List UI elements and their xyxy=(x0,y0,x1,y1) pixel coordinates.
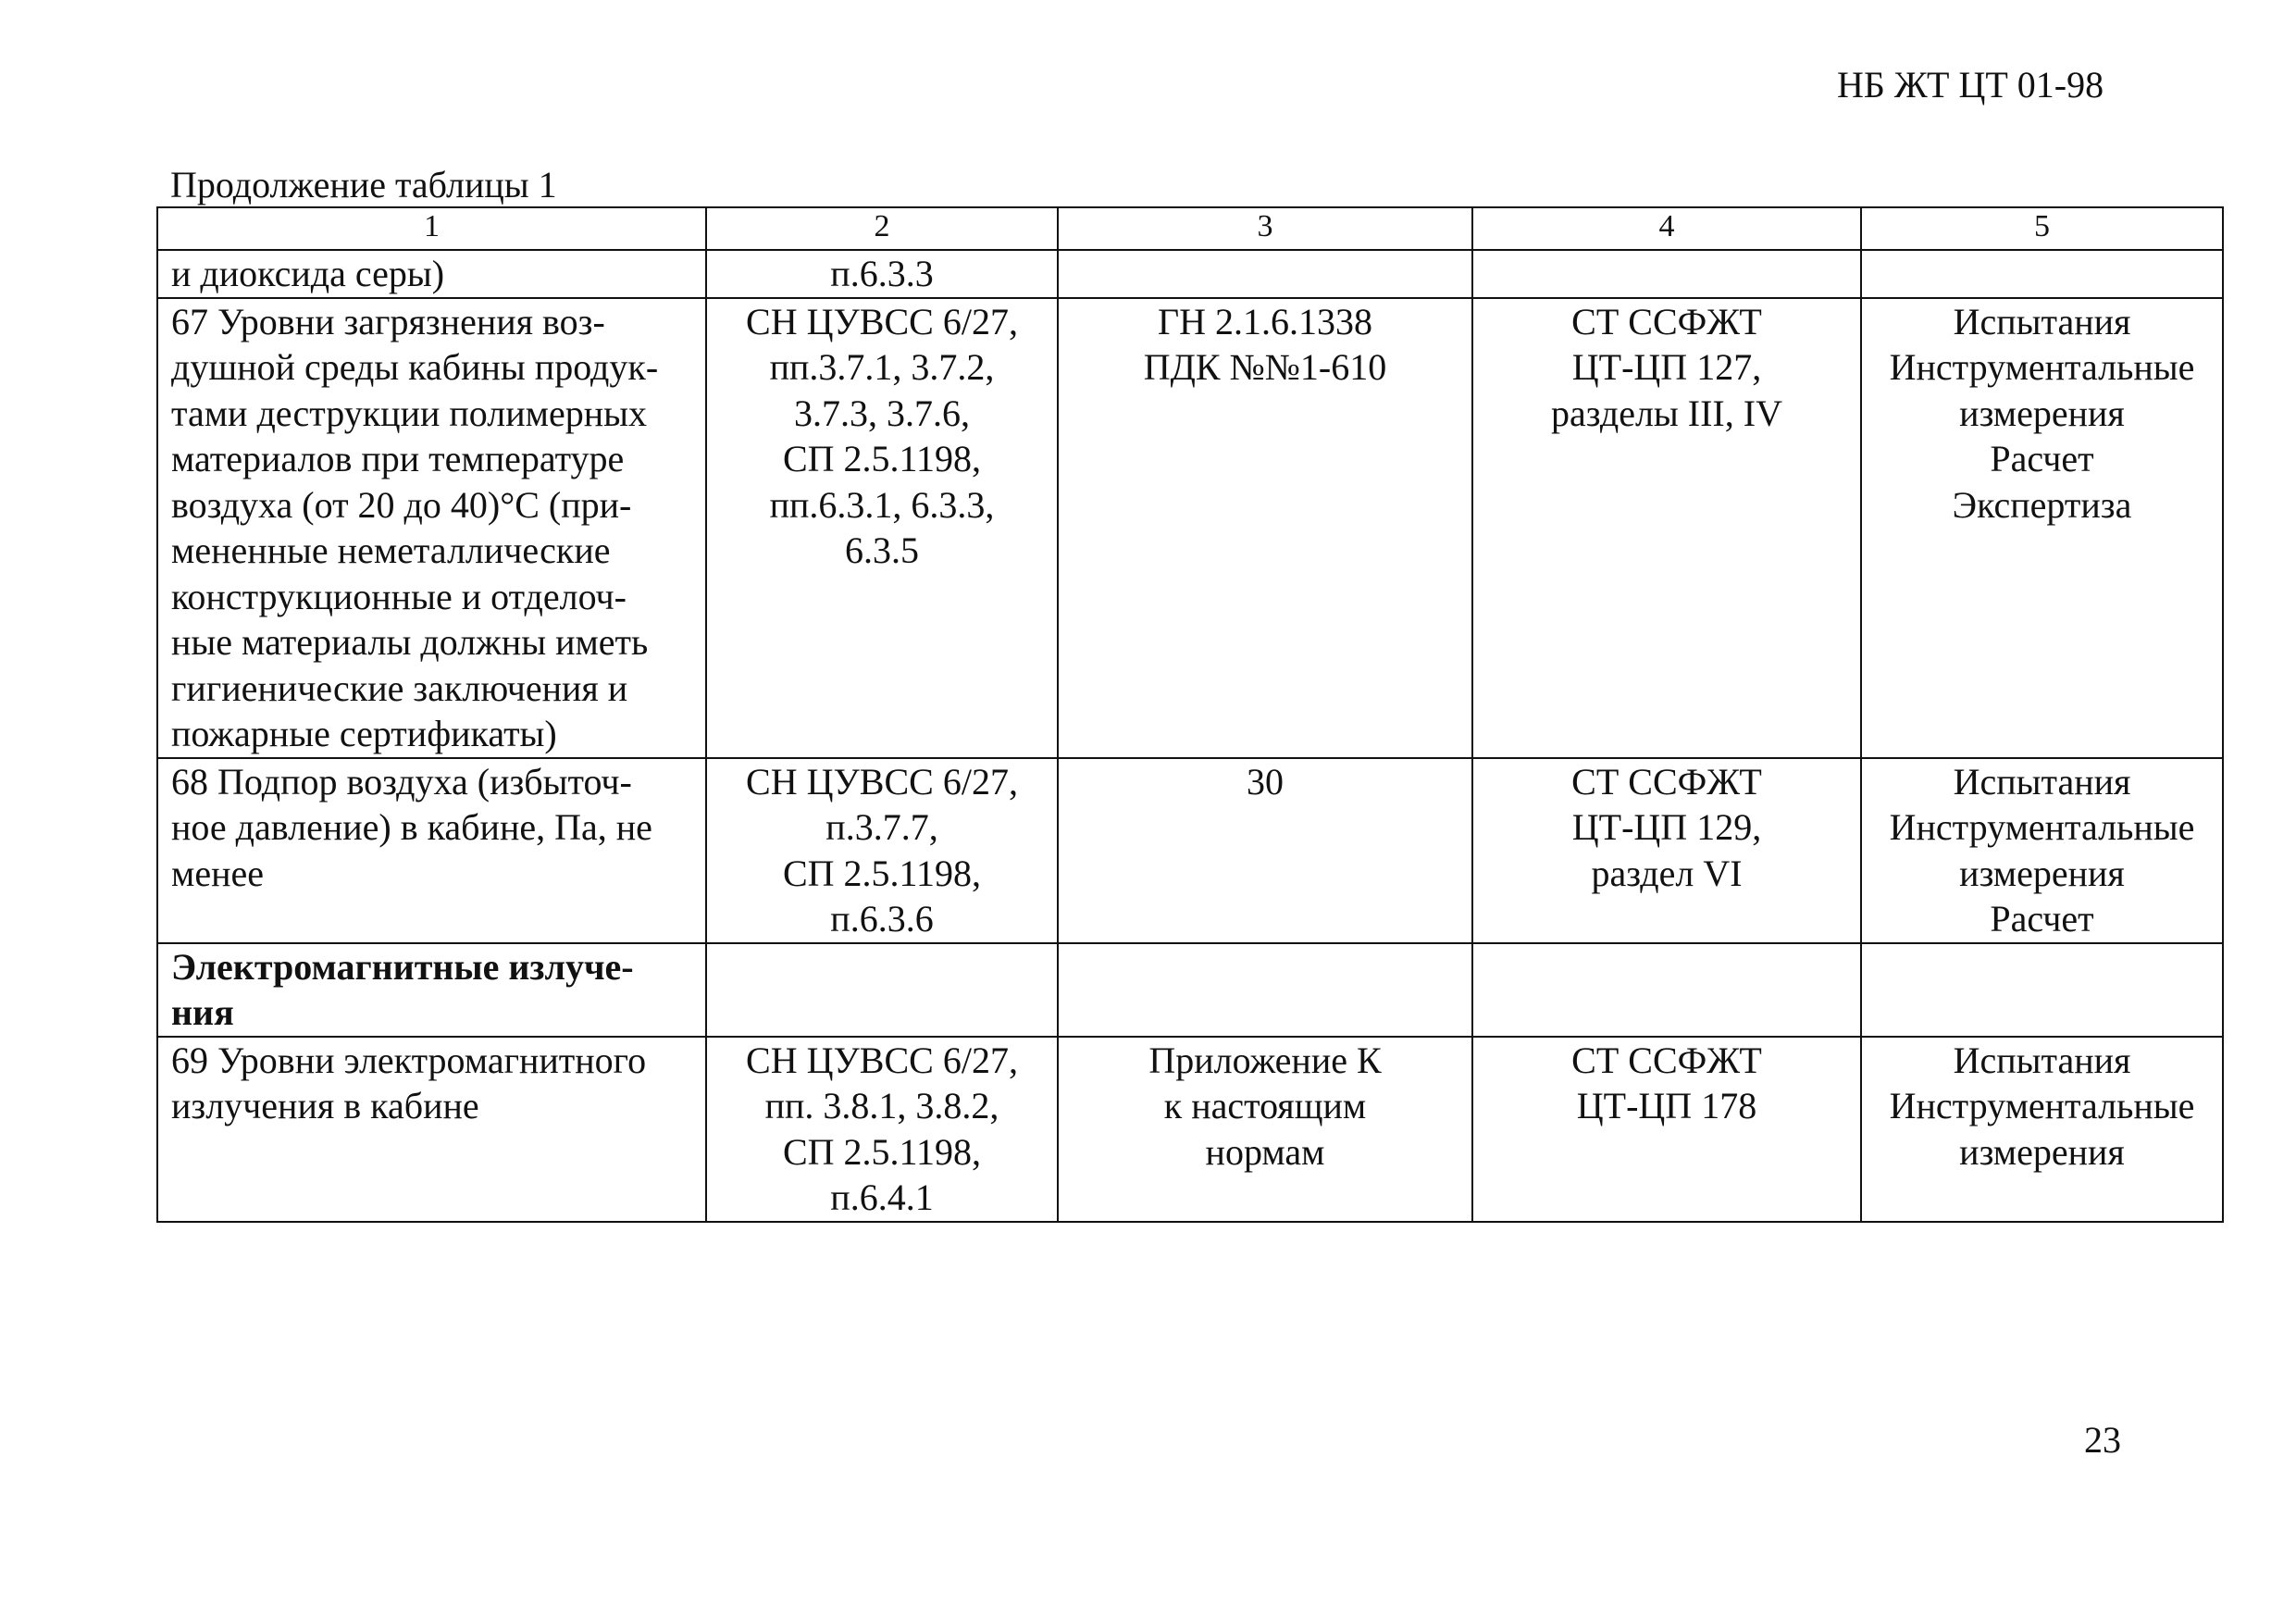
requirements-table xyxy=(156,206,2224,1223)
method-document-cell: СТ ССФЖТ ЦТ-ЦП 178 xyxy=(1472,1037,1861,1222)
page-number: 23 xyxy=(2084,1419,2121,1461)
empty-cell xyxy=(1058,943,1472,1037)
parameter-cell: и диоксида серы) xyxy=(157,250,706,298)
empty-cell xyxy=(1472,943,1861,1037)
table-row xyxy=(157,758,2223,943)
verification-method-cell xyxy=(1861,250,2223,298)
section-row xyxy=(157,943,2223,1037)
norm-value-cell: ГН 2.1.6.1338 ПДК №№1-610 xyxy=(1058,298,1472,758)
method-document-cell: СТ ССФЖТ ЦТ-ЦП 127, разделы III, IV xyxy=(1472,298,1861,758)
parameter-cell: 67 Уровни загрязнения воз- душной среды кабины продук- тами деструкции полимерных материалов при температуре воздуха (от 20 до 40)°С (при- мененные неметаллические конструкционные и отделоч- ные материалы должны иметь гигиенические заключения и пожарные сертификаты) xyxy=(157,298,706,758)
verification-method-cell: Испытания Инструментальные измерения Расчет Экспертиза xyxy=(1861,298,2223,758)
verification-method-cell: Испытания Инструментальные измерения xyxy=(1861,1037,2223,1222)
norm-value-cell: Приложение К к настоящим нормам xyxy=(1058,1037,1472,1222)
table-caption: Продолжение таблицы 1 xyxy=(170,164,557,205)
norm-value-cell xyxy=(1058,250,1472,298)
column-number: 5 xyxy=(1861,207,2223,250)
normative-document-cell: СН ЦУВСС 6/27, п.3.7.7, СП 2.5.1198, п.6.3.6 xyxy=(706,758,1058,943)
empty-cell xyxy=(706,943,1058,1037)
normative-document-cell: СН ЦУВСС 6/27, пп. 3.8.1, 3.8.2, СП 2.5.1198, п.6.4.1 xyxy=(706,1037,1058,1222)
norm-value-cell: 30 xyxy=(1058,758,1472,943)
parameter-cell: 69 Уровни электромагнитного излучения в кабине xyxy=(157,1037,706,1222)
empty-cell xyxy=(1861,943,2223,1037)
normative-document-cell: СН ЦУВСС 6/27, пп.3.7.1, 3.7.2, 3.7.3, 3.7.6, СП 2.5.1198, пп.6.3.1, 6.3.3, 6.3.5 xyxy=(706,298,1058,758)
method-document-cell: СТ ССФЖТ ЦТ-ЦП 129, раздел VI xyxy=(1472,758,1861,943)
normative-document-cell: п.6.3.3 xyxy=(706,250,1058,298)
column-number: 2 xyxy=(706,207,1058,250)
table-row xyxy=(157,298,2223,758)
parameter-cell: 68 Подпор воздуха (избыточ- ное давление) в кабине, Па, не менее xyxy=(157,758,706,943)
table-row xyxy=(157,250,2223,298)
table-row xyxy=(157,1037,2223,1222)
column-number-row xyxy=(157,207,2223,250)
section-heading: Электромагнитные излуче- ния xyxy=(157,943,706,1037)
column-number: 1 xyxy=(157,207,706,250)
document-code: НБ ЖТ ЦТ 01-98 xyxy=(1837,64,2104,106)
method-document-cell xyxy=(1472,250,1861,298)
column-number: 3 xyxy=(1058,207,1472,250)
column-number: 4 xyxy=(1472,207,1861,250)
verification-method-cell: Испытания Инструментальные измерения Расчет xyxy=(1861,758,2223,943)
